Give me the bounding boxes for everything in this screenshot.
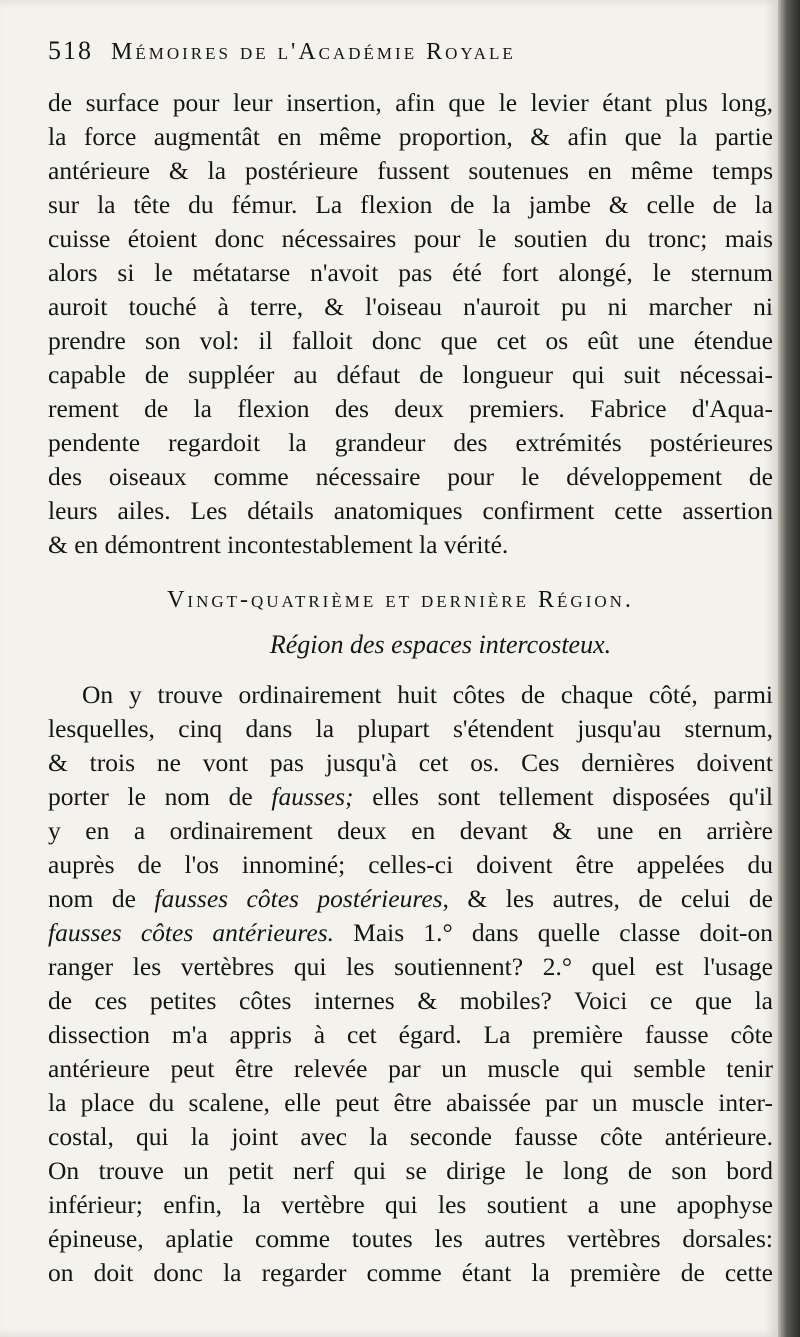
text-line: pendente regardoit la grandeur des extrémités postérieures — [48, 428, 773, 457]
text-line: ranger les vertèbres qui les soutiennent? 2.° quel est l'usage — [48, 952, 773, 981]
text-run: porter le nom de — [48, 782, 272, 811]
text-line: leurs ailes. Les détails anatomiques confirment cette assertion — [48, 496, 773, 525]
text-line: rement de la flexion des deux premiers. Fabrice d'Aqua- — [48, 394, 773, 423]
text-run: nom de — [48, 884, 155, 913]
subsection-title: Région des espaces intercosteux. — [269, 630, 612, 659]
page-number: 518 — [48, 36, 93, 65]
text-run: & les autres, de celui de — [448, 884, 773, 913]
text-line: lesquelles, cinq dans la plupart s'étendent jusqu'au sternum, — [48, 714, 773, 743]
text-line: On y trouve ordinairement huit côtes de chaque côté, parmi — [82, 680, 773, 709]
text-line: des oiseaux comme nécessaire pour le développement de — [48, 462, 773, 491]
text-line: épineuse, aplatie comme toutes les autres vertèbres dorsales: — [48, 1224, 773, 1253]
text-line: y en a ordinairement deux en devant & une en arrière — [48, 816, 773, 845]
running-header — [48, 36, 773, 86]
text-line: auroit touché à terre, & l'oiseau n'auroit pu ni marcher ni — [48, 292, 773, 321]
text-line: auprès de l'os innominé; celles-ci doivent être appelées du — [48, 850, 773, 879]
italic-term: fausses; — [271, 782, 354, 811]
text-line — [48, 916, 773, 950]
paragraph-1 — [48, 86, 773, 562]
text-line: inférieur; enfin, la vertèbre qui les soutient a une apophyse — [48, 1190, 773, 1219]
text-line: On trouve un petit nerf qui se dirige le long de son bord — [48, 1156, 773, 1185]
italic-term: fausses côtes postérieures, — [154, 884, 449, 913]
text-line: antérieure & la postérieure fussent soutenues en même temps — [48, 156, 773, 185]
text-line: alors si le métatarse n'avoit pas été fort alongé, le sternum — [48, 258, 773, 287]
text-line: la place du scalene, elle peut être abaissée par un muscle inter- — [48, 1088, 773, 1117]
text-line: prendre son vol: il falloit donc que cet os eût une étendue — [48, 326, 773, 355]
text-run: Mais 1.° dans quelle classe doit-on — [334, 918, 773, 947]
text-line: antérieure peut être relevée par un muscle qui semble tenir — [48, 1054, 773, 1083]
text-run: elles sont tellement disposées qu'il — [353, 782, 773, 811]
italic-term: fausses côtes antérieures. — [48, 918, 334, 947]
text-line: capable de suppléer au défaut de longueur qui suit nécessai- — [48, 360, 773, 389]
text-line: de surface pour leur insertion, afin que le levier étant plus long, — [48, 88, 773, 117]
running-title: Mémoires de l'Académie Royale — [111, 39, 516, 65]
text-line: & trois ne vont pas jusqu'à cet os. Ces dernières doivent — [48, 748, 773, 777]
text-line: dissection m'a appris à cet égard. La première fausse côte — [48, 1020, 773, 1049]
paragraph-2 — [48, 678, 773, 1290]
text-line: de ces petites côtes internes & mobiles? Voici ce que la — [48, 986, 773, 1015]
section-title: Vingt-quatrième et dernière Région. — [167, 587, 634, 613]
text-line: sur la tête du fémur. La flexion de la jambe & celle de la — [48, 190, 773, 219]
text-line: costal, qui la joint avec la seconde fausse côte antérieure. — [48, 1122, 773, 1151]
page-text — [48, 36, 773, 1290]
text-line — [48, 780, 773, 814]
text-line: cuisse étoient donc nécessaires pour le soutien du tronc; mais — [48, 224, 773, 253]
text-line: & en démontrent incontestablement la vérité. — [48, 530, 509, 559]
text-line: la force augmentât en même proportion, & afin que la partie — [48, 122, 773, 151]
text-line: on doit donc la regarder comme étant la première de cette — [48, 1258, 773, 1287]
page-edge-shadow — [778, 0, 800, 1337]
text-line — [48, 882, 773, 916]
